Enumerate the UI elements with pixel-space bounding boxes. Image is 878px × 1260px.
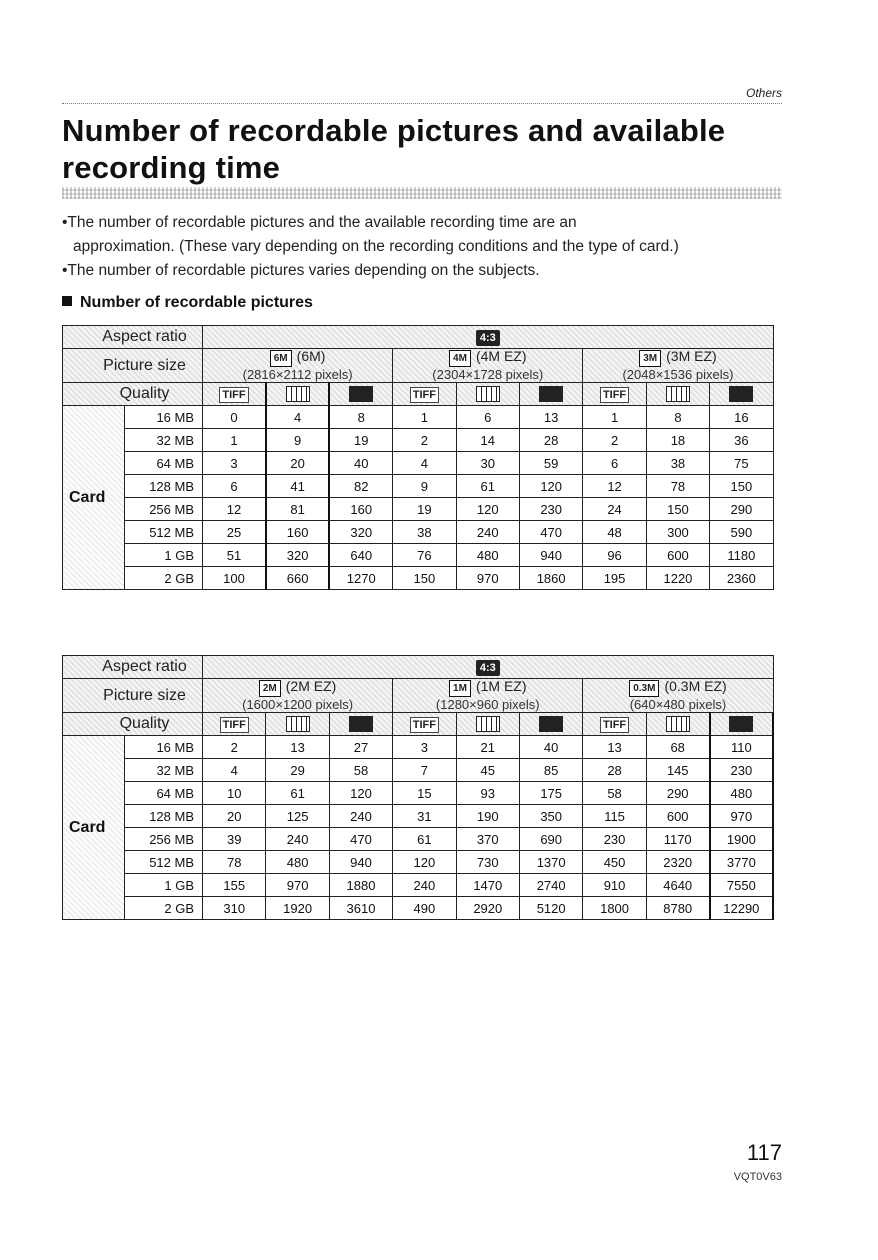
- quality-standard: [329, 383, 392, 406]
- document-code: VQT0V63: [733, 1171, 782, 1183]
- quality-tiff: [583, 713, 646, 736]
- picture-size-icon: 6M: [270, 350, 292, 367]
- table-cell: 58: [583, 782, 646, 805]
- quality-fine: [456, 713, 519, 736]
- table-cell: 120: [519, 475, 582, 498]
- card-capacity: 32 MB: [125, 429, 203, 452]
- aspect-ratio-label: Aspect ratio: [63, 656, 203, 679]
- table-cell: 120: [393, 851, 456, 874]
- card-capacity: 16 MB: [125, 406, 203, 429]
- fine-quality-icon: [666, 716, 690, 732]
- picture-size-icon: 1M: [449, 680, 471, 697]
- table-cell: 110: [710, 736, 773, 759]
- table-cell: 12290: [710, 897, 773, 920]
- aspect-ratio-value: [203, 656, 774, 679]
- table-cell: 38: [393, 521, 456, 544]
- table-cell: 450: [583, 851, 646, 874]
- table-cell: 1270: [329, 567, 392, 590]
- page-title: Number of recordable pictures and available recording time: [62, 113, 726, 185]
- table-cell: 9: [393, 475, 456, 498]
- picture-size-icon: 3M: [639, 350, 661, 367]
- tiff-icon: TIFF: [600, 717, 629, 733]
- table-cell: 350: [519, 805, 582, 828]
- table-row: [63, 805, 774, 828]
- picture-size-option: 3M (3M EZ) (2048×1536 pixels): [583, 349, 773, 383]
- quality-fine: [266, 383, 329, 406]
- card-capacity: 2 GB: [125, 567, 203, 590]
- quality-standard: [519, 383, 582, 406]
- table-cell: 58: [329, 759, 392, 782]
- table-cell: 20: [266, 452, 329, 475]
- table-cell: 2320: [646, 851, 709, 874]
- ratio-4-3-icon: 4:3: [476, 330, 500, 346]
- table-cell: 600: [646, 805, 709, 828]
- table-cell: 120: [456, 498, 519, 521]
- table-cell: 1370: [519, 851, 582, 874]
- table-cell: 230: [710, 759, 773, 782]
- table-row: [63, 828, 774, 851]
- table-cell: 1: [203, 429, 266, 452]
- table-cell: 730: [456, 851, 519, 874]
- quality-tiff: [583, 383, 646, 406]
- card-capacity: 1 GB: [125, 874, 203, 897]
- table-cell: 8780: [646, 897, 709, 920]
- table-cell: 1860: [519, 567, 582, 590]
- table-cell: 2360: [710, 567, 773, 590]
- table-cell: 36: [710, 429, 773, 452]
- table-cell: 970: [710, 805, 773, 828]
- standard-quality-icon: [539, 386, 563, 402]
- table-cell: 3770: [710, 851, 773, 874]
- table-cell: 155: [203, 874, 266, 897]
- table-cell: 370: [456, 828, 519, 851]
- table-row: [63, 759, 774, 782]
- table-row: [63, 475, 774, 498]
- table-row: [63, 851, 774, 874]
- table-cell: 1880: [329, 874, 392, 897]
- table-cell: 78: [203, 851, 266, 874]
- table-cell: 61: [393, 828, 456, 851]
- standard-quality-icon: [349, 386, 373, 402]
- table-cell: 120: [329, 782, 392, 805]
- table-cell: 15: [393, 782, 456, 805]
- note-line: approximation. (These vary depending on the recording conditions and the type of card.): [73, 238, 679, 255]
- picture-size-icon: 2M: [259, 680, 281, 697]
- table-cell: 14: [456, 429, 519, 452]
- table-cell: 195: [583, 567, 646, 590]
- table-cell: 7: [393, 759, 456, 782]
- card-capacity: 512 MB: [125, 851, 203, 874]
- table-cell: 3: [393, 736, 456, 759]
- fine-quality-icon: [286, 386, 310, 402]
- table-cell: 2: [203, 736, 266, 759]
- table-cell: 320: [266, 544, 329, 567]
- fine-quality-icon: [476, 716, 500, 732]
- table-cell: 150: [646, 498, 709, 521]
- table-cell: 1: [583, 406, 646, 429]
- table-cell: 1470: [456, 874, 519, 897]
- table-cell: 12: [583, 475, 646, 498]
- table-cell: 240: [266, 828, 329, 851]
- card-label: Card: [63, 736, 125, 920]
- recordable-pictures-table-2: [62, 655, 774, 920]
- title-underline: [62, 187, 782, 199]
- table-row: [63, 429, 774, 452]
- table-cell: 240: [329, 805, 392, 828]
- table-cell: 85: [519, 759, 582, 782]
- table-cell: 81: [266, 498, 329, 521]
- section-tag: Others: [745, 86, 782, 100]
- table-cell: 230: [519, 498, 582, 521]
- table-cell: 25: [203, 521, 266, 544]
- table-cell: 1220: [646, 567, 709, 590]
- table-row: [63, 544, 774, 567]
- square-bullet-icon: [62, 296, 72, 306]
- table-cell: 4: [266, 406, 329, 429]
- quality-standard: [329, 713, 392, 736]
- picture-size-option: 2M (2M EZ) (1600×1200 pixels): [203, 679, 393, 713]
- quality-label: Quality: [63, 383, 203, 406]
- table-cell: 13: [519, 406, 582, 429]
- table-cell: 51: [203, 544, 266, 567]
- table-cell: 940: [519, 544, 582, 567]
- picture-size-label: Picture size: [63, 349, 203, 383]
- table-cell: 320: [329, 521, 392, 544]
- table-row: [63, 874, 774, 897]
- table-cell: 93: [456, 782, 519, 805]
- table-cell: 21: [456, 736, 519, 759]
- table-cell: 150: [393, 567, 456, 590]
- card-capacity: 256 MB: [125, 498, 203, 521]
- standard-quality-icon: [349, 716, 373, 732]
- table-cell: 19: [393, 498, 456, 521]
- table-cell: 28: [519, 429, 582, 452]
- table-cell: 41: [266, 475, 329, 498]
- card-capacity: 256 MB: [125, 828, 203, 851]
- table-cell: 45: [456, 759, 519, 782]
- table-cell: 290: [710, 498, 773, 521]
- table-cell: 12: [203, 498, 266, 521]
- table-row: [63, 452, 774, 475]
- table-cell: 590: [710, 521, 773, 544]
- card-capacity: 512 MB: [125, 521, 203, 544]
- fine-quality-icon: [476, 386, 500, 402]
- table-cell: 6: [583, 452, 646, 475]
- table-cell: 300: [646, 521, 709, 544]
- tiff-icon: TIFF: [220, 717, 249, 733]
- table-cell: 115: [583, 805, 646, 828]
- quality-fine: [456, 383, 519, 406]
- table-cell: 1920: [266, 897, 329, 920]
- table-cell: 48: [583, 521, 646, 544]
- tiff-icon: TIFF: [219, 387, 248, 403]
- table-cell: 76: [393, 544, 456, 567]
- tiff-icon: TIFF: [410, 717, 439, 733]
- fine-quality-icon: [666, 386, 690, 402]
- table-cell: 31: [393, 805, 456, 828]
- table-row: [63, 567, 774, 590]
- tiff-icon: TIFF: [410, 387, 439, 403]
- card-capacity: 2 GB: [125, 897, 203, 920]
- table-cell: 4: [203, 759, 266, 782]
- table-cell: 940: [329, 851, 392, 874]
- table-cell: 290: [646, 782, 709, 805]
- table-cell: 970: [266, 874, 329, 897]
- quality-fine: [646, 713, 709, 736]
- table-cell: 160: [329, 498, 392, 521]
- standard-quality-icon: [539, 716, 563, 732]
- table-cell: 18: [646, 429, 709, 452]
- table-cell: 175: [519, 782, 582, 805]
- quality-standard: [710, 383, 773, 406]
- table-cell: 3610: [329, 897, 392, 920]
- quality-tiff: [203, 383, 266, 406]
- table-cell: 1170: [646, 828, 709, 851]
- picture-size-option: 1M (1M EZ) (1280×960 pixels): [393, 679, 583, 713]
- quality-tiff: [393, 713, 456, 736]
- table-cell: 68: [646, 736, 709, 759]
- card-capacity: 32 MB: [125, 759, 203, 782]
- table-cell: 8: [329, 406, 392, 429]
- table-cell: 660: [266, 567, 329, 590]
- table-cell: 16: [710, 406, 773, 429]
- quality-label: Quality: [63, 713, 203, 736]
- table-cell: 910: [583, 874, 646, 897]
- table-row: [63, 498, 774, 521]
- table-cell: 310: [203, 897, 266, 920]
- quality-standard: [710, 713, 773, 736]
- table-cell: 230: [583, 828, 646, 851]
- table-row: [63, 897, 774, 920]
- table-cell: 61: [456, 475, 519, 498]
- table-cell: 9: [266, 429, 329, 452]
- table-cell: 27: [329, 736, 392, 759]
- table-cell: 40: [329, 452, 392, 475]
- header-rule: [62, 103, 782, 104]
- table-row: [63, 521, 774, 544]
- page-number: 117: [746, 1140, 782, 1165]
- table-cell: 24: [583, 498, 646, 521]
- table-cell: 82: [329, 475, 392, 498]
- table-cell: 2920: [456, 897, 519, 920]
- table-cell: 6: [456, 406, 519, 429]
- table-cell: 61: [266, 782, 329, 805]
- table-cell: 480: [266, 851, 329, 874]
- table-cell: 160: [266, 521, 329, 544]
- table-cell: 8: [646, 406, 709, 429]
- table-cell: 190: [456, 805, 519, 828]
- table-cell: 150: [710, 475, 773, 498]
- table-cell: 3: [203, 452, 266, 475]
- table-cell: 39: [203, 828, 266, 851]
- card-capacity: 128 MB: [125, 475, 203, 498]
- table-cell: 470: [329, 828, 392, 851]
- table-cell: 1900: [710, 828, 773, 851]
- table-cell: 10: [203, 782, 266, 805]
- table-cell: 78: [646, 475, 709, 498]
- quality-tiff: [393, 383, 456, 406]
- table-cell: 6: [203, 475, 266, 498]
- table-cell: 2: [583, 429, 646, 452]
- table-cell: 2: [393, 429, 456, 452]
- section-heading: Number of recordable pictures: [62, 294, 313, 312]
- table-cell: 4: [393, 452, 456, 475]
- table-cell: 13: [266, 736, 329, 759]
- aspect-ratio-value: [203, 326, 774, 349]
- picture-size-option: 6M (6M) (2816×2112 pixels): [203, 349, 393, 383]
- table-cell: 100: [203, 567, 266, 590]
- note-line: •The number of recordable pictures varies depending on the subjects.: [62, 262, 540, 279]
- quality-fine: [646, 383, 709, 406]
- quality-standard: [519, 713, 582, 736]
- recordable-pictures-table-1: [62, 325, 774, 590]
- table-cell: 470: [519, 521, 582, 544]
- note-line: •The number of recordable pictures and the available recording time are an: [62, 214, 577, 231]
- table-cell: 240: [456, 521, 519, 544]
- table-cell: 30: [456, 452, 519, 475]
- picture-size-label: Picture size: [63, 679, 203, 713]
- table-cell: 0: [203, 406, 266, 429]
- table-cell: 7550: [710, 874, 773, 897]
- table-cell: 5120: [519, 897, 582, 920]
- table-cell: 480: [456, 544, 519, 567]
- quality-tiff: [203, 713, 266, 736]
- standard-quality-icon: [729, 716, 753, 732]
- card-capacity: 16 MB: [125, 736, 203, 759]
- fine-quality-icon: [286, 716, 310, 732]
- tiff-icon: TIFF: [600, 387, 629, 403]
- table-cell: 2740: [519, 874, 582, 897]
- standard-quality-icon: [729, 386, 753, 402]
- table-cell: 75: [710, 452, 773, 475]
- table-cell: 28: [583, 759, 646, 782]
- card-capacity: 1 GB: [125, 544, 203, 567]
- picture-size-icon: 0.3M: [629, 680, 659, 697]
- table-cell: 1: [393, 406, 456, 429]
- table-row: [63, 782, 774, 805]
- table-row: [63, 736, 774, 759]
- table-cell: 125: [266, 805, 329, 828]
- table-cell: 970: [456, 567, 519, 590]
- table-cell: 240: [393, 874, 456, 897]
- table-cell: 4640: [646, 874, 709, 897]
- table-cell: 13: [583, 736, 646, 759]
- table-cell: 40: [519, 736, 582, 759]
- table-cell: 480: [710, 782, 773, 805]
- table-cell: 19: [329, 429, 392, 452]
- table-cell: 20: [203, 805, 266, 828]
- card-label: Card: [63, 406, 125, 590]
- card-capacity: 64 MB: [125, 782, 203, 805]
- notes: [62, 211, 792, 283]
- picture-size-option: 4M (4M EZ) (2304×1728 pixels): [393, 349, 583, 383]
- table-cell: 59: [519, 452, 582, 475]
- aspect-ratio-label: Aspect ratio: [63, 326, 203, 349]
- table-cell: 38: [646, 452, 709, 475]
- card-capacity: 64 MB: [125, 452, 203, 475]
- table-cell: 1180: [710, 544, 773, 567]
- picture-size-option: 0.3M (0.3M EZ) (640×480 pixels): [583, 679, 773, 713]
- table-cell: 145: [646, 759, 709, 782]
- picture-size-icon: 4M: [449, 350, 471, 367]
- table-cell: 690: [519, 828, 582, 851]
- table-cell: 640: [329, 544, 392, 567]
- table-cell: 29: [266, 759, 329, 782]
- table-cell: 96: [583, 544, 646, 567]
- table-cell: 600: [646, 544, 709, 567]
- table-cell: 490: [393, 897, 456, 920]
- table-row: [63, 406, 774, 429]
- card-capacity: 128 MB: [125, 805, 203, 828]
- quality-fine: [266, 713, 329, 736]
- ratio-4-3-icon: 4:3: [476, 660, 500, 676]
- table-cell: 1800: [583, 897, 646, 920]
